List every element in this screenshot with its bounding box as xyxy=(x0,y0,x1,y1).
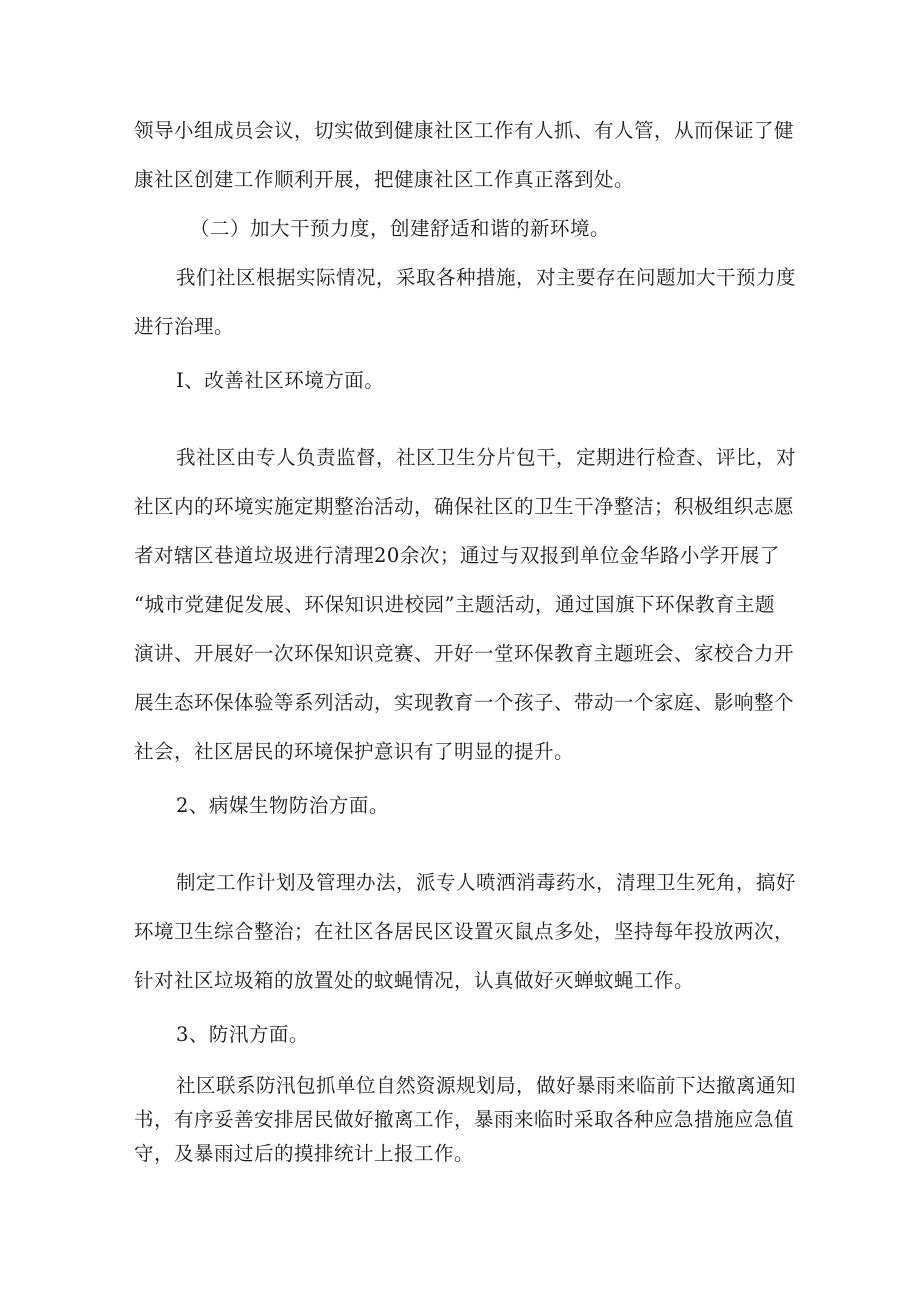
paragraph-line: 书，有序妥善安排居民做好撤离工作，暴雨来临时采取各种应急措施应急值 xyxy=(134,1108,795,1131)
paragraph-line: 环境卫生综合整治；在社区各居民区设置灭鼠点多处，坚持每年投放两次， xyxy=(134,920,795,943)
paragraph-line: 社会，社区居民的环境保护意识有了明显的提升。 xyxy=(134,740,575,763)
section-heading: （二）加大干预力度，创建舒适和谐的新环境。 xyxy=(190,217,611,240)
paragraph-line: 我社区由专人负责监督，社区卫生分片包干，定期进行检查、评比，对 xyxy=(176,446,797,469)
paragraph-line: 者对辖区巷道垃圾进行清理20余次；通过与双报到单位金华路小学开展了 xyxy=(134,544,780,567)
paragraph-line: 我们社区根据实际情况，采取各种措施，对主要存在问题加大干预力度 xyxy=(176,266,797,289)
subsection-heading: 2、病媒生物防治方面。 xyxy=(176,794,389,817)
paragraph-line: 守，及暴雨过后的摸排统计上报工作。 xyxy=(134,1142,475,1165)
paragraph-line: 进行治理。 xyxy=(134,315,235,338)
paragraph-line: 社区联系防汛包抓单位自然资源规划局，做好暴雨来临前下达撤离通知 xyxy=(176,1074,797,1097)
paragraph-line: 领导小组成员会议，切实做到健康社区工作有人抓、有人管，从而保证了健 xyxy=(134,119,795,142)
subsection-heading: I、改善社区环境方面。 xyxy=(176,369,385,392)
paragraph-line: 制定工作计划及管理办法，派专人喷洒消毒药水，清理卫生死角，搞好 xyxy=(176,871,797,894)
paragraph-line: 针对社区垃圾箱的放置处的蚊蝇情况，认真做好灭蝉蚊蝇工作。 xyxy=(134,969,695,992)
paragraph-line: 社区内的环境实施定期整治活动，确保社区的卫生干净整洁；积极组织志愿 xyxy=(134,495,795,518)
paragraph-line: 展生态环保体验等系列活动，实现教育一个孩子、带动一个家庭、影响整个 xyxy=(134,691,795,714)
subsection-heading: 3、防汛方面。 xyxy=(176,1023,309,1046)
paragraph-line: 康社区创建工作顺利开展，把健康社区工作真正落到处。 xyxy=(134,168,635,191)
paragraph-line: 演讲、开展好一次环保知识竞赛、开好一堂环保教育主题班会、家校合力开 xyxy=(134,642,795,665)
paragraph-line: “城市党建促发展、环保知识进校园”主题活动，通过国旗下环保教育主题 xyxy=(134,593,775,616)
